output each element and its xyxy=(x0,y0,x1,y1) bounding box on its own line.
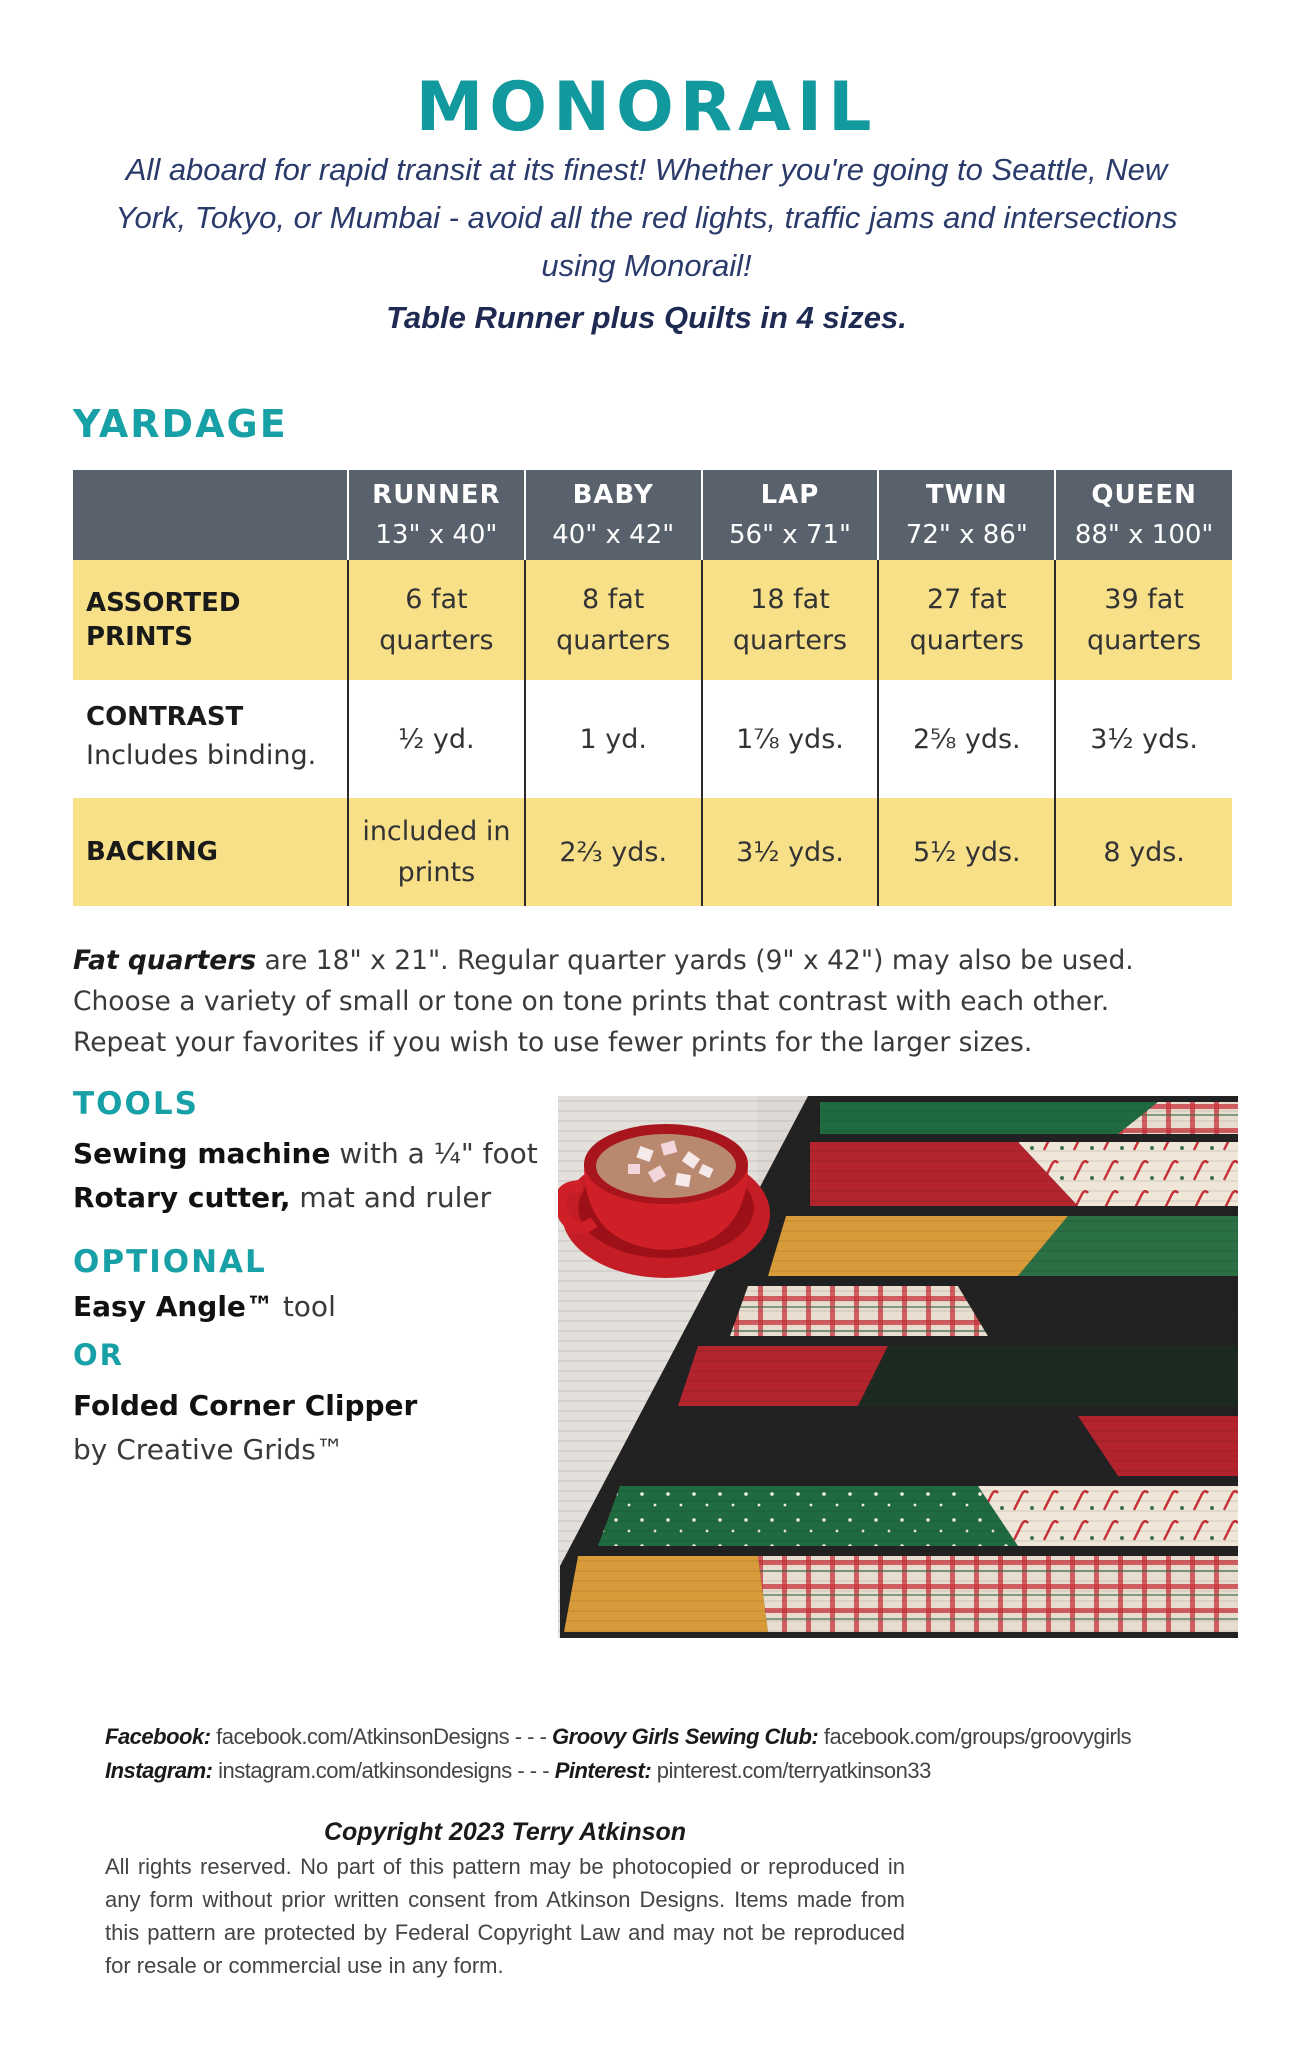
tool-detail: tool xyxy=(273,1290,336,1323)
column-name: RUNNER xyxy=(372,480,501,510)
tool-name: Rotary cutter, xyxy=(73,1181,291,1214)
row-label: CONTRAST xyxy=(86,702,244,732)
yardage-heading: YARDAGE xyxy=(73,402,288,446)
fabric-notes xyxy=(73,940,1253,1063)
notes-line-1-rest: are 18" x 21". Regular quarter yards (9" x 42") may also be used. xyxy=(256,945,1134,976)
table-cell: ½ yd. xyxy=(348,680,525,798)
instagram-link[interactable]: instagram.com/atkinsondesigns - - - xyxy=(212,1758,555,1783)
table-corner-cell xyxy=(73,470,348,560)
row-label-cell xyxy=(73,560,348,680)
yardage-table xyxy=(73,470,1232,906)
optional-item-easy-angle xyxy=(73,1290,336,1323)
table-header-row xyxy=(73,470,1232,560)
tool-name: Folded Corner Clipper xyxy=(73,1389,418,1422)
column-name: QUEEN xyxy=(1091,480,1197,510)
facebook-link[interactable]: facebook.com/AtkinsonDesigns - - - xyxy=(210,1724,553,1749)
column-dims: 13" x 40" xyxy=(375,520,498,550)
groovy-girls-label: Groovy Girls Sewing Club: xyxy=(552,1724,819,1749)
tools-list xyxy=(73,1132,553,1220)
social-line-1 xyxy=(105,1720,1255,1754)
social-line-2 xyxy=(105,1754,1255,1788)
sizes-subtitle: Table Runner plus Quilts in 4 sizes. xyxy=(386,300,907,335)
table-cell: 6 fat quarters xyxy=(348,560,525,680)
tool-detail: by Creative Grids™ xyxy=(73,1433,344,1466)
fat-quarters-term: Fat quarters xyxy=(73,945,257,976)
intro-text: All aboard for rapid transit at its finest! Whether you're going to Seattle, New York, Tokyo, or Mumbai - avoid all the red lights, traffic jams and intersections using Monorail! xyxy=(115,152,1178,283)
table-row-contrast xyxy=(73,680,1232,798)
rights-notice: All rights reserved. No part of this pattern may be photocopied or reproduced in any form without prior written consent from Atkinson Designs. Items made from this pattern are protected by Federal Copyright Law and may not be reproduced for resale or commercial use in any form. xyxy=(105,1854,905,1978)
cocoa-mug xyxy=(561,1124,770,1278)
table-runner-photo xyxy=(558,1096,1238,1638)
table-cell: included in prints xyxy=(348,798,525,906)
tool-detail: mat and ruler xyxy=(290,1181,492,1214)
column-name: BABY xyxy=(572,480,654,510)
tool-name: Sewing machine xyxy=(73,1137,331,1170)
optional-item-corner-clipper xyxy=(73,1384,417,1472)
tool-name: Easy Angle™ xyxy=(73,1290,274,1323)
or-separator: OR xyxy=(73,1338,124,1372)
row-label-cell xyxy=(73,798,348,906)
table-cell: 1⅞ yds. xyxy=(702,680,879,798)
pattern-title: MONORAIL xyxy=(415,68,878,147)
column-dims: 72" x 86" xyxy=(905,520,1028,550)
column-dims: 40" x 42" xyxy=(552,520,675,550)
copyright-line: Copyright 2023 Terry Atkinson xyxy=(323,1818,687,1846)
column-dims: 88" x 100" xyxy=(1074,520,1214,550)
table-cell: 2⅝ yds. xyxy=(878,680,1055,798)
pinterest-label: Pinterest: xyxy=(554,1758,652,1783)
column-name: LAP xyxy=(760,480,820,510)
table-cell: 5½ yds. xyxy=(878,798,1055,906)
table-cell: 39 fat quarters xyxy=(1055,560,1232,680)
tools-heading: TOOLS xyxy=(73,1086,199,1122)
table-cell: 3½ yds. xyxy=(1055,680,1232,798)
table-cell: 3½ yds. xyxy=(702,798,879,906)
table-cell: 8 fat quarters xyxy=(525,560,702,680)
optional-heading: OPTIONAL xyxy=(73,1244,267,1280)
tool-item xyxy=(73,1132,553,1176)
tool-detail: with a ¼" foot xyxy=(330,1137,538,1170)
column-header-twin xyxy=(878,470,1055,560)
groovy-girls-link[interactable]: facebook.com/groups/groovygirls xyxy=(818,1724,1132,1749)
notes-line-1 xyxy=(73,940,1253,981)
table-cell: 1 yd. xyxy=(525,680,702,798)
row-label-cell xyxy=(73,680,348,798)
facebook-label: Facebook: xyxy=(105,1724,211,1749)
column-header-lap xyxy=(702,470,879,560)
instagram-label: Instagram: xyxy=(105,1758,213,1783)
column-header-runner xyxy=(348,470,525,560)
pinterest-link[interactable]: pinterest.com/terryatkinson33 xyxy=(651,1758,931,1783)
notes-line-3: Repeat your favorites if you wish to use fewer prints for the larger sizes. xyxy=(73,1027,1033,1058)
table-row-backing xyxy=(73,798,1232,906)
social-links xyxy=(105,1720,1255,1788)
column-header-queen xyxy=(1055,470,1232,560)
row-sublabel: Includes binding. xyxy=(86,740,317,771)
row-label: BACKING xyxy=(86,837,218,867)
column-header-baby xyxy=(525,470,702,560)
row-label: ASSORTED PRINTS xyxy=(86,588,241,652)
table-cell: 2⅔ yds. xyxy=(525,798,702,906)
table-row-assorted-prints xyxy=(73,560,1232,680)
column-name: TWIN xyxy=(925,480,1008,510)
table-cell: 18 fat quarters xyxy=(702,560,879,680)
tool-item xyxy=(73,1176,553,1220)
table-cell: 8 yds. xyxy=(1055,798,1232,906)
table-cell: 27 fat quarters xyxy=(878,560,1055,680)
notes-line-2: Choose a variety of small or tone on tone prints that contrast with each other. xyxy=(73,986,1110,1017)
column-dims: 56" x 71" xyxy=(728,520,851,550)
